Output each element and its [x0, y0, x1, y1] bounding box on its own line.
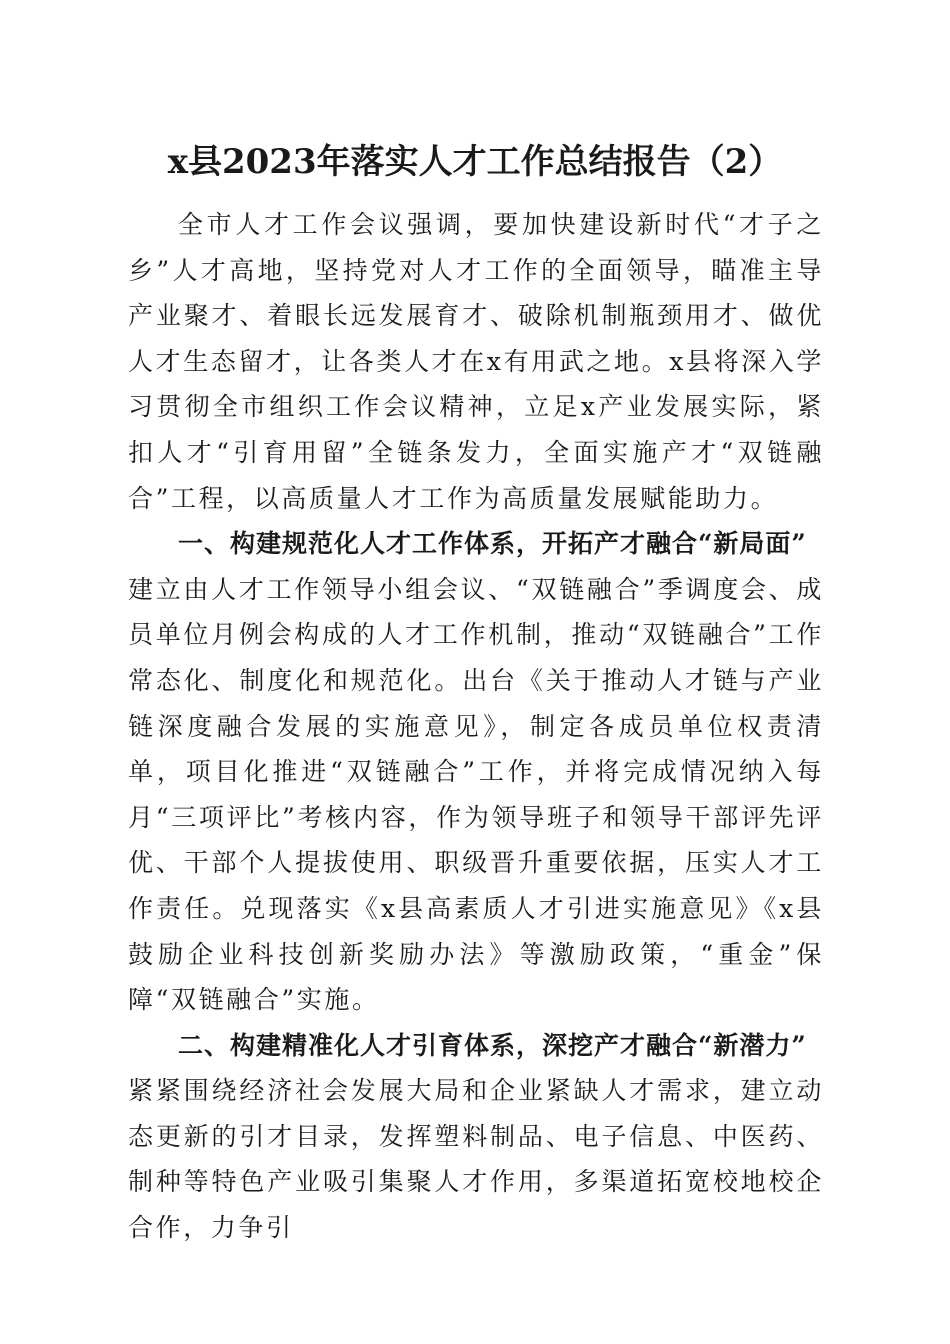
section-1-heading: 一、构建规范化人才工作体系，开拓产才融合“新局面”: [178, 529, 807, 559]
section-1-body: 建立由人才工作领导小组会议、“双链融合”季调度会、成员单位月例会构成的人才工作机制，推动“双链融合”工作常态化、制度化和规范化。出台《关于推动人才链与产业链深度融合发展的实施意见》，制定各成员单位权责清单，项目化推进“双链融合”工作，并将完成情况纳入每月“三项评比”考核内容，作为领导班子和领导干部评先评优、干部个人提拔使用、职级晋升重要依据，压实人才工作责任。兑现落实《x县高素质人才引进实施意见》《x县鼓励企业科技创新奖励办法》等激励政策，“重金”保障“双链融合”实施。: [128, 574, 824, 1015]
section-2-heading: 二、构建精准化人才引育体系，深挖产才融合“新潜力”: [178, 1030, 807, 1060]
document-title: x县2023年落实人才工作总结报告（2）: [167, 142, 783, 182]
intro-paragraph: 全市人才工作会议强调，要加快建设新时代“才子之乡”人才高地，坚持党对人才工作的全面领导，瞄准主导产业聚才、着眼长远发展育才、破除机制瓶颈用才、做优人才生态留才，让各类人才在x有用武之地。x县将深入学习贯彻全市组织工作会议精神，立足x产业发展实际，紧扣人才“引育用留”全链条发力，全面实施产才“双链融合”工程，以高质量人才工作为高质量发展赋能助力。: [128, 210, 824, 513]
section-2-body: 紧紧围绕经济社会发展大局和企业紧缺人才需求，建立动态更新的引才目录，发挥塑料制品、电子信息、中医药、制种等特色产业吸引集聚人才作用，多渠道拓宽校地校企合作，力争引: [128, 1076, 824, 1243]
document-body: [128, 202, 824, 1251]
